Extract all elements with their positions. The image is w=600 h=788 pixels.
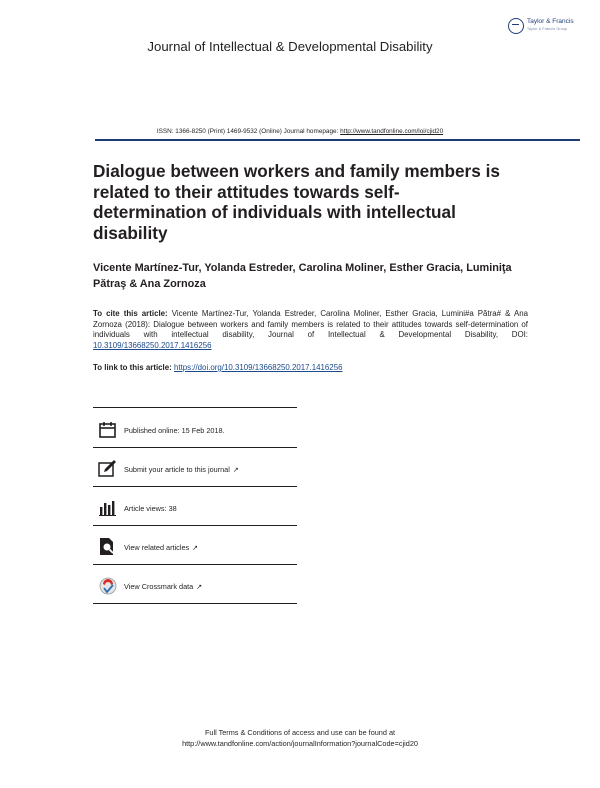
article-views-row	[93, 487, 297, 526]
footer-terms-text: Full Terms & Conditions of access and use can be found at	[204, 728, 396, 737]
footer	[0, 727, 600, 749]
document-search-icon	[98, 538, 118, 556]
pencil-icon	[98, 460, 118, 478]
article-link-line	[93, 363, 523, 372]
article-authors: Vicente Martínez-Tur, Yolanda Estreder, Carolina Moliner, Esther Gracia, Luminiţa Pătraş & Ana Zornoza	[93, 262, 512, 290]
external-link-icon: ↗	[196, 584, 203, 591]
article-title: Dialogue between workers and family members is related to their attitudes towards self-determination of individuals with intellectual disability	[93, 161, 500, 243]
published-online-text: Published online: 15 Feb 2018.	[124, 426, 225, 435]
issn-text: ISSN: 1366-8250 (Print) 1469-9532 (Online) Journal homepage:	[156, 128, 341, 135]
citation-doi-link[interactable]: 10.3109/13668250.2017.1416256	[93, 340, 212, 350]
citation-block	[93, 309, 528, 351]
submit-article-row[interactable]	[93, 448, 297, 487]
submit-article-link[interactable]	[124, 465, 239, 474]
publisher-name: Taylor & Francis	[527, 18, 574, 25]
published-online-row	[93, 409, 297, 448]
issn-line	[0, 128, 600, 135]
taylor-francis-logo-icon	[508, 18, 524, 34]
citation-text: Vicente Martínez-Tur, Yolanda Estreder, Carolina Moliner, Esther Gracia, Lumini#a Pătra# & Ana Zornoza (2018): Dialogue between workers and family members is related to their attitudes towards self-determination of individuals with intellectual disability, Journal of Intellectual & Developmental Disability, DOI:	[93, 309, 528, 340]
crossmark-link[interactable]	[124, 582, 202, 591]
crossmark-icon	[98, 577, 118, 595]
external-link-icon: ↗	[192, 545, 199, 552]
link-label: To link to this article:	[93, 363, 172, 372]
citation-label: To cite this article:	[93, 309, 168, 318]
bar-chart-icon	[98, 499, 118, 517]
external-link-icon: ↗	[232, 467, 239, 474]
related-articles-text: View related articles	[124, 543, 190, 552]
calendar-icon	[98, 421, 118, 439]
header-rule	[95, 139, 580, 141]
publisher-logo[interactable]	[508, 16, 584, 38]
related-articles-row[interactable]	[93, 526, 297, 565]
article-views-text: Article views: 38	[124, 504, 177, 513]
journal-homepage-link[interactable]: http://www.tandfonline.com/loi/cjid20	[340, 128, 444, 135]
crossmark-row[interactable]	[93, 565, 297, 604]
publisher-tagline: Taylor & Francis Group	[527, 27, 568, 31]
journal-title: Journal of Intellectual & Developmental Disability	[147, 39, 433, 54]
footer-journal-info-link[interactable]: http://www.tandfonline.com/action/journalInformation?journalCode=cjid20	[182, 739, 418, 748]
article-doi-link[interactable]: https://doi.org/10.3109/13668250.2017.1416256	[173, 363, 343, 372]
info-box-top-rule	[93, 407, 297, 408]
related-articles-link[interactable]	[124, 543, 198, 552]
crossmark-text: View Crossmark data	[124, 582, 194, 591]
submit-article-text: Submit your article to this journal	[124, 465, 230, 474]
